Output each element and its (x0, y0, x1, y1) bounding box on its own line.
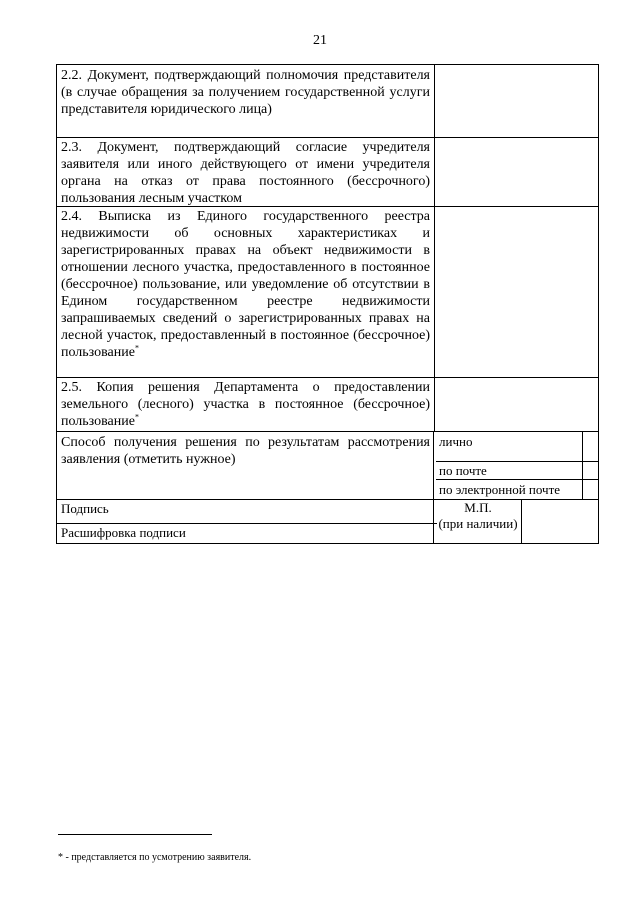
method-option-post: по почте (439, 463, 487, 478)
footnote-marker: * (134, 343, 139, 353)
footnote-divider (58, 834, 212, 835)
stamp-note: (при наличии) (438, 516, 518, 531)
document-row-2-3-mark-cell[interactable] (435, 138, 598, 206)
document-row-2-4: 2.4. Выписка из Единого государственного реестра недвижимости об основных характеристиках и зарегистрированных правах на объект недвижимости в отношении лесного участка, предоставленного в постоянное (бессрочное) пользование, или уведомление об отсутствии в Едином государственном реестре недвижимости запрашиваемых сведений о зарегистрированных правах на лесной участок, предоставленный в постоянное (бессрочное) пользование* (61, 209, 430, 360)
method-option-in-person: лично (439, 434, 473, 449)
method-option-email: по электронной почте (439, 482, 561, 497)
signature-decoding-label: Расшифровка подписи (61, 525, 186, 540)
document-row-2-5: 2.5. Копия решения Департамента о предоставлении земельного (лесного) участка в постоянное (бессрочное) пользование* (61, 380, 430, 429)
footnote-marker: * (134, 412, 139, 422)
application-form-table (56, 64, 599, 544)
document-row-2-2-mark-cell[interactable] (435, 65, 598, 137)
document-row-2-3: 2.3. Документ, подтверждающий согласие учредителя заявителя или иного действующего от имени учредителя органа на отказ от права постоянного (бессрочного) пользования лесным участком (61, 140, 430, 206)
stamp-label: М.П. (при наличии) (434, 500, 522, 532)
document-row-2-2: 2.2. Документ, подтверждающий полномочия представителя (в случае обращения за получением государственной услуги представителя юридического лица) (61, 68, 430, 117)
document-row-2-4-mark-cell[interactable] (435, 207, 598, 377)
method-checkbox-post[interactable] (583, 462, 598, 479)
stamp-field[interactable] (522, 500, 598, 543)
page-number: 21 (313, 33, 327, 48)
footnote: * - представляется по усмотрению заявителя. (58, 852, 252, 863)
method-checkbox-email[interactable] (583, 480, 598, 499)
method-checkbox-in-person[interactable] (583, 432, 598, 461)
signature-label: Подпись (61, 501, 109, 516)
receipt-method-label: Способ получения решения по результатам рассмотрения заявления (отметить нужное) (61, 435, 430, 467)
document-row-2-5-mark-cell[interactable] (435, 378, 598, 431)
